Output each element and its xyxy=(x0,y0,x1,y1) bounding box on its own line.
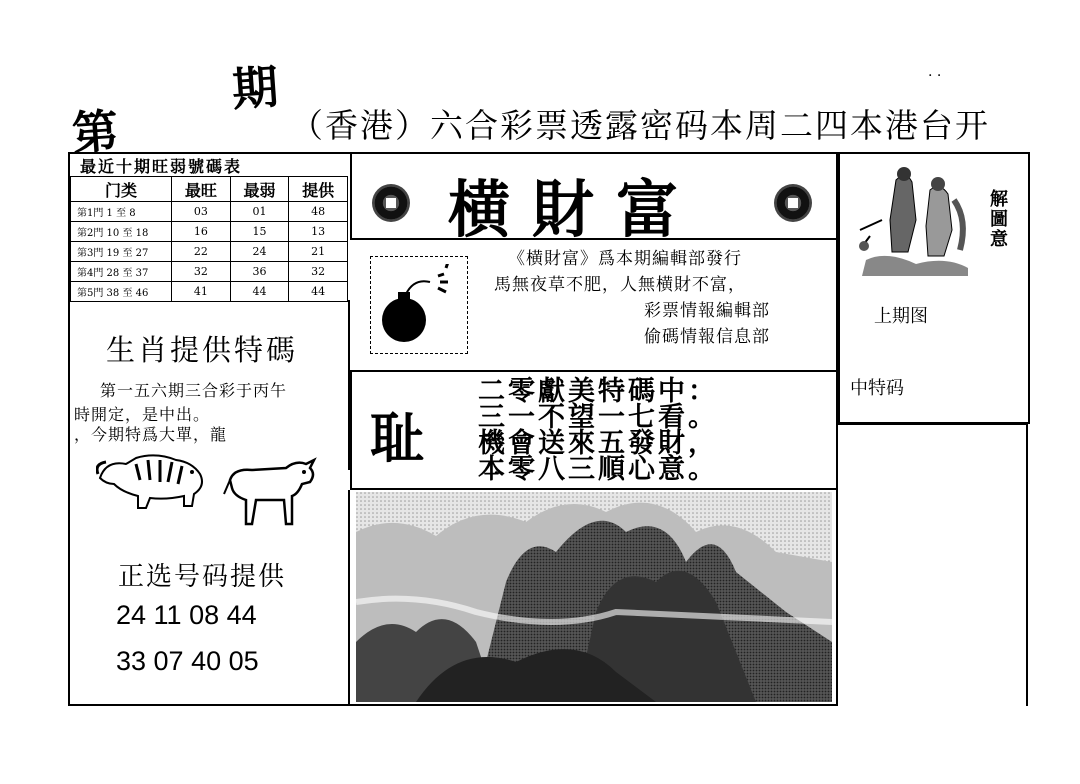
table-cell: 第2門 10 至 18 xyxy=(71,222,172,242)
right-panel-lower xyxy=(838,424,1028,706)
table-cell: 第4門 28 至 37 xyxy=(71,262,172,282)
table-cell: 24 xyxy=(230,242,289,262)
table-cell: 第1門 1 至 8 xyxy=(71,202,172,222)
trend-table xyxy=(70,176,348,302)
poem-line-1: 二零獻美特碼中： xyxy=(478,376,718,407)
notice-line-3: 彩票情報編輯部 xyxy=(644,301,770,321)
coin-icon xyxy=(774,184,812,222)
table-row xyxy=(71,262,348,282)
zodiac-line-2: 時開定，是中出。 xyxy=(74,405,211,424)
table-cell: 41 xyxy=(172,282,231,302)
table-cell: 15 xyxy=(230,222,289,242)
bomb-icon xyxy=(376,264,466,348)
col-header: 门类 xyxy=(71,177,172,202)
picks-row-1: 24 11 08 44 xyxy=(116,600,257,630)
table-cell: 32 xyxy=(289,262,348,282)
table-row xyxy=(71,222,348,242)
table-cell: 21 xyxy=(289,242,348,262)
table-cell: 第3門 19 至 27 xyxy=(71,242,172,262)
zodiac-title: 生肖提供特碼 xyxy=(106,333,299,367)
landscape-painting xyxy=(356,492,832,702)
zodiac-line-1: 第一五六期三合彩于丙午 xyxy=(100,381,288,400)
zodiac-line-3: ，今期特爲大單，龍 xyxy=(74,425,228,444)
picks-row-2: 33 07 40 05 xyxy=(116,646,259,676)
table-cell: 01 xyxy=(230,202,289,222)
table-cell: 03 xyxy=(172,202,231,222)
fortune-title: 横財富 xyxy=(448,173,701,246)
notice-line-2: 馬無夜草不肥，人無横財不富， xyxy=(494,275,746,295)
table-row xyxy=(71,282,348,302)
table-cell: 32 xyxy=(172,262,231,282)
issue-char-di: 第 xyxy=(70,103,123,161)
trend-table-title: 最近十期旺弱號碼表 xyxy=(80,157,243,176)
table-cell: 44 xyxy=(230,282,289,302)
special-code-label: 中特码 xyxy=(850,378,904,399)
notice-line-1: 《横財富》爲本期編輯部發行 xyxy=(508,249,742,269)
table-cell: 44 xyxy=(289,282,348,302)
vertical-label: 解圖意 xyxy=(990,189,1008,250)
poem-big-char: 耻 xyxy=(370,406,424,470)
coin-icon xyxy=(372,184,410,222)
picks-title: 正选号码提供 xyxy=(118,562,287,592)
corner-dots: . . xyxy=(928,64,942,80)
table-cell: 13 xyxy=(289,222,348,242)
poem-line-4: 本零八三順心意。 xyxy=(478,454,718,485)
page-headline: （香港）六合彩票透露密码本周二四本港台开 xyxy=(290,106,990,145)
notice-line-4: 偷碼情報信息部 xyxy=(644,327,770,347)
col-header: 提供 xyxy=(289,177,348,202)
table-cell: 36 xyxy=(230,262,289,282)
table-row xyxy=(71,242,348,262)
table-row xyxy=(71,202,348,222)
poem-line-3: 機會送來五發財， xyxy=(478,428,718,459)
figures-illustration xyxy=(856,160,972,276)
tiger-illustration xyxy=(96,450,208,512)
table-cell: 48 xyxy=(289,202,348,222)
table-cell: 22 xyxy=(172,242,231,262)
table-cell: 第5門 38 至 46 xyxy=(71,282,172,302)
ox-illustration xyxy=(222,450,318,528)
issue-char-qi: 期 xyxy=(230,59,283,117)
poem-line-2: 三一不望一七看。 xyxy=(478,402,718,433)
col-header: 最旺 xyxy=(172,177,231,202)
last-issue-label: 上期图 xyxy=(874,306,928,327)
left-divider-bottom xyxy=(348,490,350,706)
table-cell: 16 xyxy=(172,222,231,242)
col-header: 最弱 xyxy=(230,177,289,202)
